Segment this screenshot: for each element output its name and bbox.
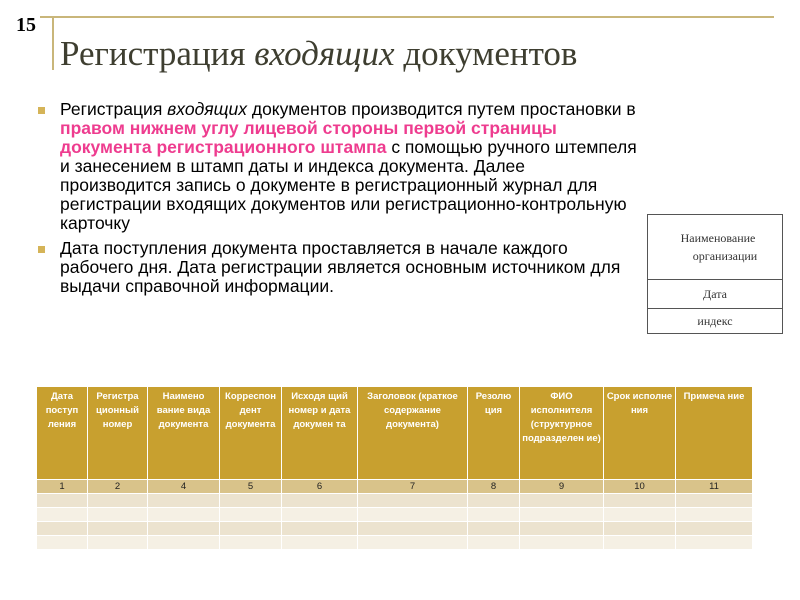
title-part-1: Регистрация xyxy=(60,34,255,73)
table-header: Наимено вание вида документа xyxy=(148,387,220,480)
table-cell: 2 xyxy=(88,480,148,494)
table-cell xyxy=(282,536,358,550)
registration-stamp xyxy=(647,214,783,334)
table-header: Дата поступ ления xyxy=(37,387,88,480)
table-cell xyxy=(676,494,753,508)
slide-number: 15 xyxy=(16,14,36,36)
table-header: Срок исполне ния xyxy=(604,387,676,480)
table-header: Регистра ционный номер xyxy=(88,387,148,480)
bullet-1-highlight: правом нижнем углу лицевой стороны первой страницы документа регистрационного штампа xyxy=(60,118,557,157)
stamp-index: индекс xyxy=(697,313,733,328)
bullet-2 xyxy=(38,239,638,296)
table-cell xyxy=(468,508,520,522)
stamp-date: Дата xyxy=(648,280,782,309)
bullet-1-italic: входящих xyxy=(167,99,247,119)
table-cell xyxy=(37,508,88,522)
table-cell xyxy=(88,508,148,522)
table-cell xyxy=(468,494,520,508)
stamp-org-line-1: Наименование xyxy=(680,231,756,245)
table-row xyxy=(37,536,753,550)
table-header: Заголовок (краткое содержание документа) xyxy=(358,387,468,480)
table-cell xyxy=(37,522,88,536)
bullet-1-part-1: Регистрация xyxy=(60,99,168,119)
table-cell: 7 xyxy=(358,480,468,494)
table-cell xyxy=(676,508,753,522)
bullet-2-text: Дата поступления документа проставляется в начале каждого рабочего дня. Дата регистрации является основным источником для выдачи справочной информации. xyxy=(60,238,621,296)
table-cell xyxy=(520,508,604,522)
table-cell xyxy=(37,536,88,550)
table-cell xyxy=(88,536,148,550)
table-cell xyxy=(282,494,358,508)
table-cell xyxy=(358,494,468,508)
table-cell xyxy=(148,494,220,508)
table-cell: 9 xyxy=(520,480,604,494)
table-cell xyxy=(520,494,604,508)
top-divider xyxy=(40,16,774,18)
table-header: Корреспон дент документа xyxy=(220,387,282,480)
table-cell: 1 xyxy=(37,480,88,494)
table-cell xyxy=(468,522,520,536)
table-cell xyxy=(220,522,282,536)
table-cell: 6 xyxy=(282,480,358,494)
bullet-1-part-3: с помощью ручного штемпеля и занесением в штамп даты и индекса документа. Далее производится запись о документе в регистрационный журнал для регистрации входящих документов или регистрационно-контрольную карточку xyxy=(60,137,637,233)
title-italic: входящих xyxy=(254,34,395,73)
table-cell xyxy=(88,494,148,508)
table-cell xyxy=(148,508,220,522)
table-cell: 10 xyxy=(604,480,676,494)
left-divider xyxy=(52,16,54,70)
table-header: Примеча ние xyxy=(676,387,753,480)
table-cell xyxy=(220,536,282,550)
table-cell xyxy=(604,522,676,536)
table-cell xyxy=(282,508,358,522)
body-text xyxy=(38,100,638,302)
title-part-2: документов xyxy=(394,34,578,73)
table-cell xyxy=(520,522,604,536)
table-row xyxy=(37,508,753,522)
table-cell xyxy=(604,494,676,508)
table-cell xyxy=(37,494,88,508)
bullet-icon xyxy=(38,107,45,114)
stamp-org-line-2: организации xyxy=(692,249,758,263)
table-header-row xyxy=(37,387,753,480)
table-cell xyxy=(358,536,468,550)
table-cell xyxy=(220,494,282,508)
table-cell xyxy=(220,508,282,522)
table-row xyxy=(37,480,753,494)
table-cell xyxy=(676,536,753,550)
table-cell xyxy=(604,536,676,550)
table-header: Резолю ция xyxy=(468,387,520,480)
table-row xyxy=(37,522,753,536)
table-cell xyxy=(604,508,676,522)
table-header: ФИО исполнителя (структурное подразделен ие) xyxy=(520,387,604,480)
bullet-1 xyxy=(38,100,638,233)
table-row xyxy=(37,494,753,508)
bullet-1-part-2: документов производится путем простановки в xyxy=(247,99,636,119)
page-title xyxy=(60,34,577,74)
table-cell: 11 xyxy=(676,480,753,494)
table-cell xyxy=(358,522,468,536)
bullet-icon xyxy=(38,246,45,253)
table-cell xyxy=(676,522,753,536)
table-header: Исходя щий номер и дата докумен та xyxy=(282,387,358,480)
table-cell xyxy=(468,536,520,550)
table-cell xyxy=(358,508,468,522)
table-cell xyxy=(148,522,220,536)
table-cell: 4 xyxy=(148,480,220,494)
table-cell xyxy=(88,522,148,536)
stamp-organization xyxy=(648,215,782,280)
table-cell: 8 xyxy=(468,480,520,494)
table-cell: 5 xyxy=(220,480,282,494)
table-cell xyxy=(520,536,604,550)
table-cell xyxy=(282,522,358,536)
table-cell xyxy=(148,536,220,550)
registration-journal-table xyxy=(36,386,753,550)
